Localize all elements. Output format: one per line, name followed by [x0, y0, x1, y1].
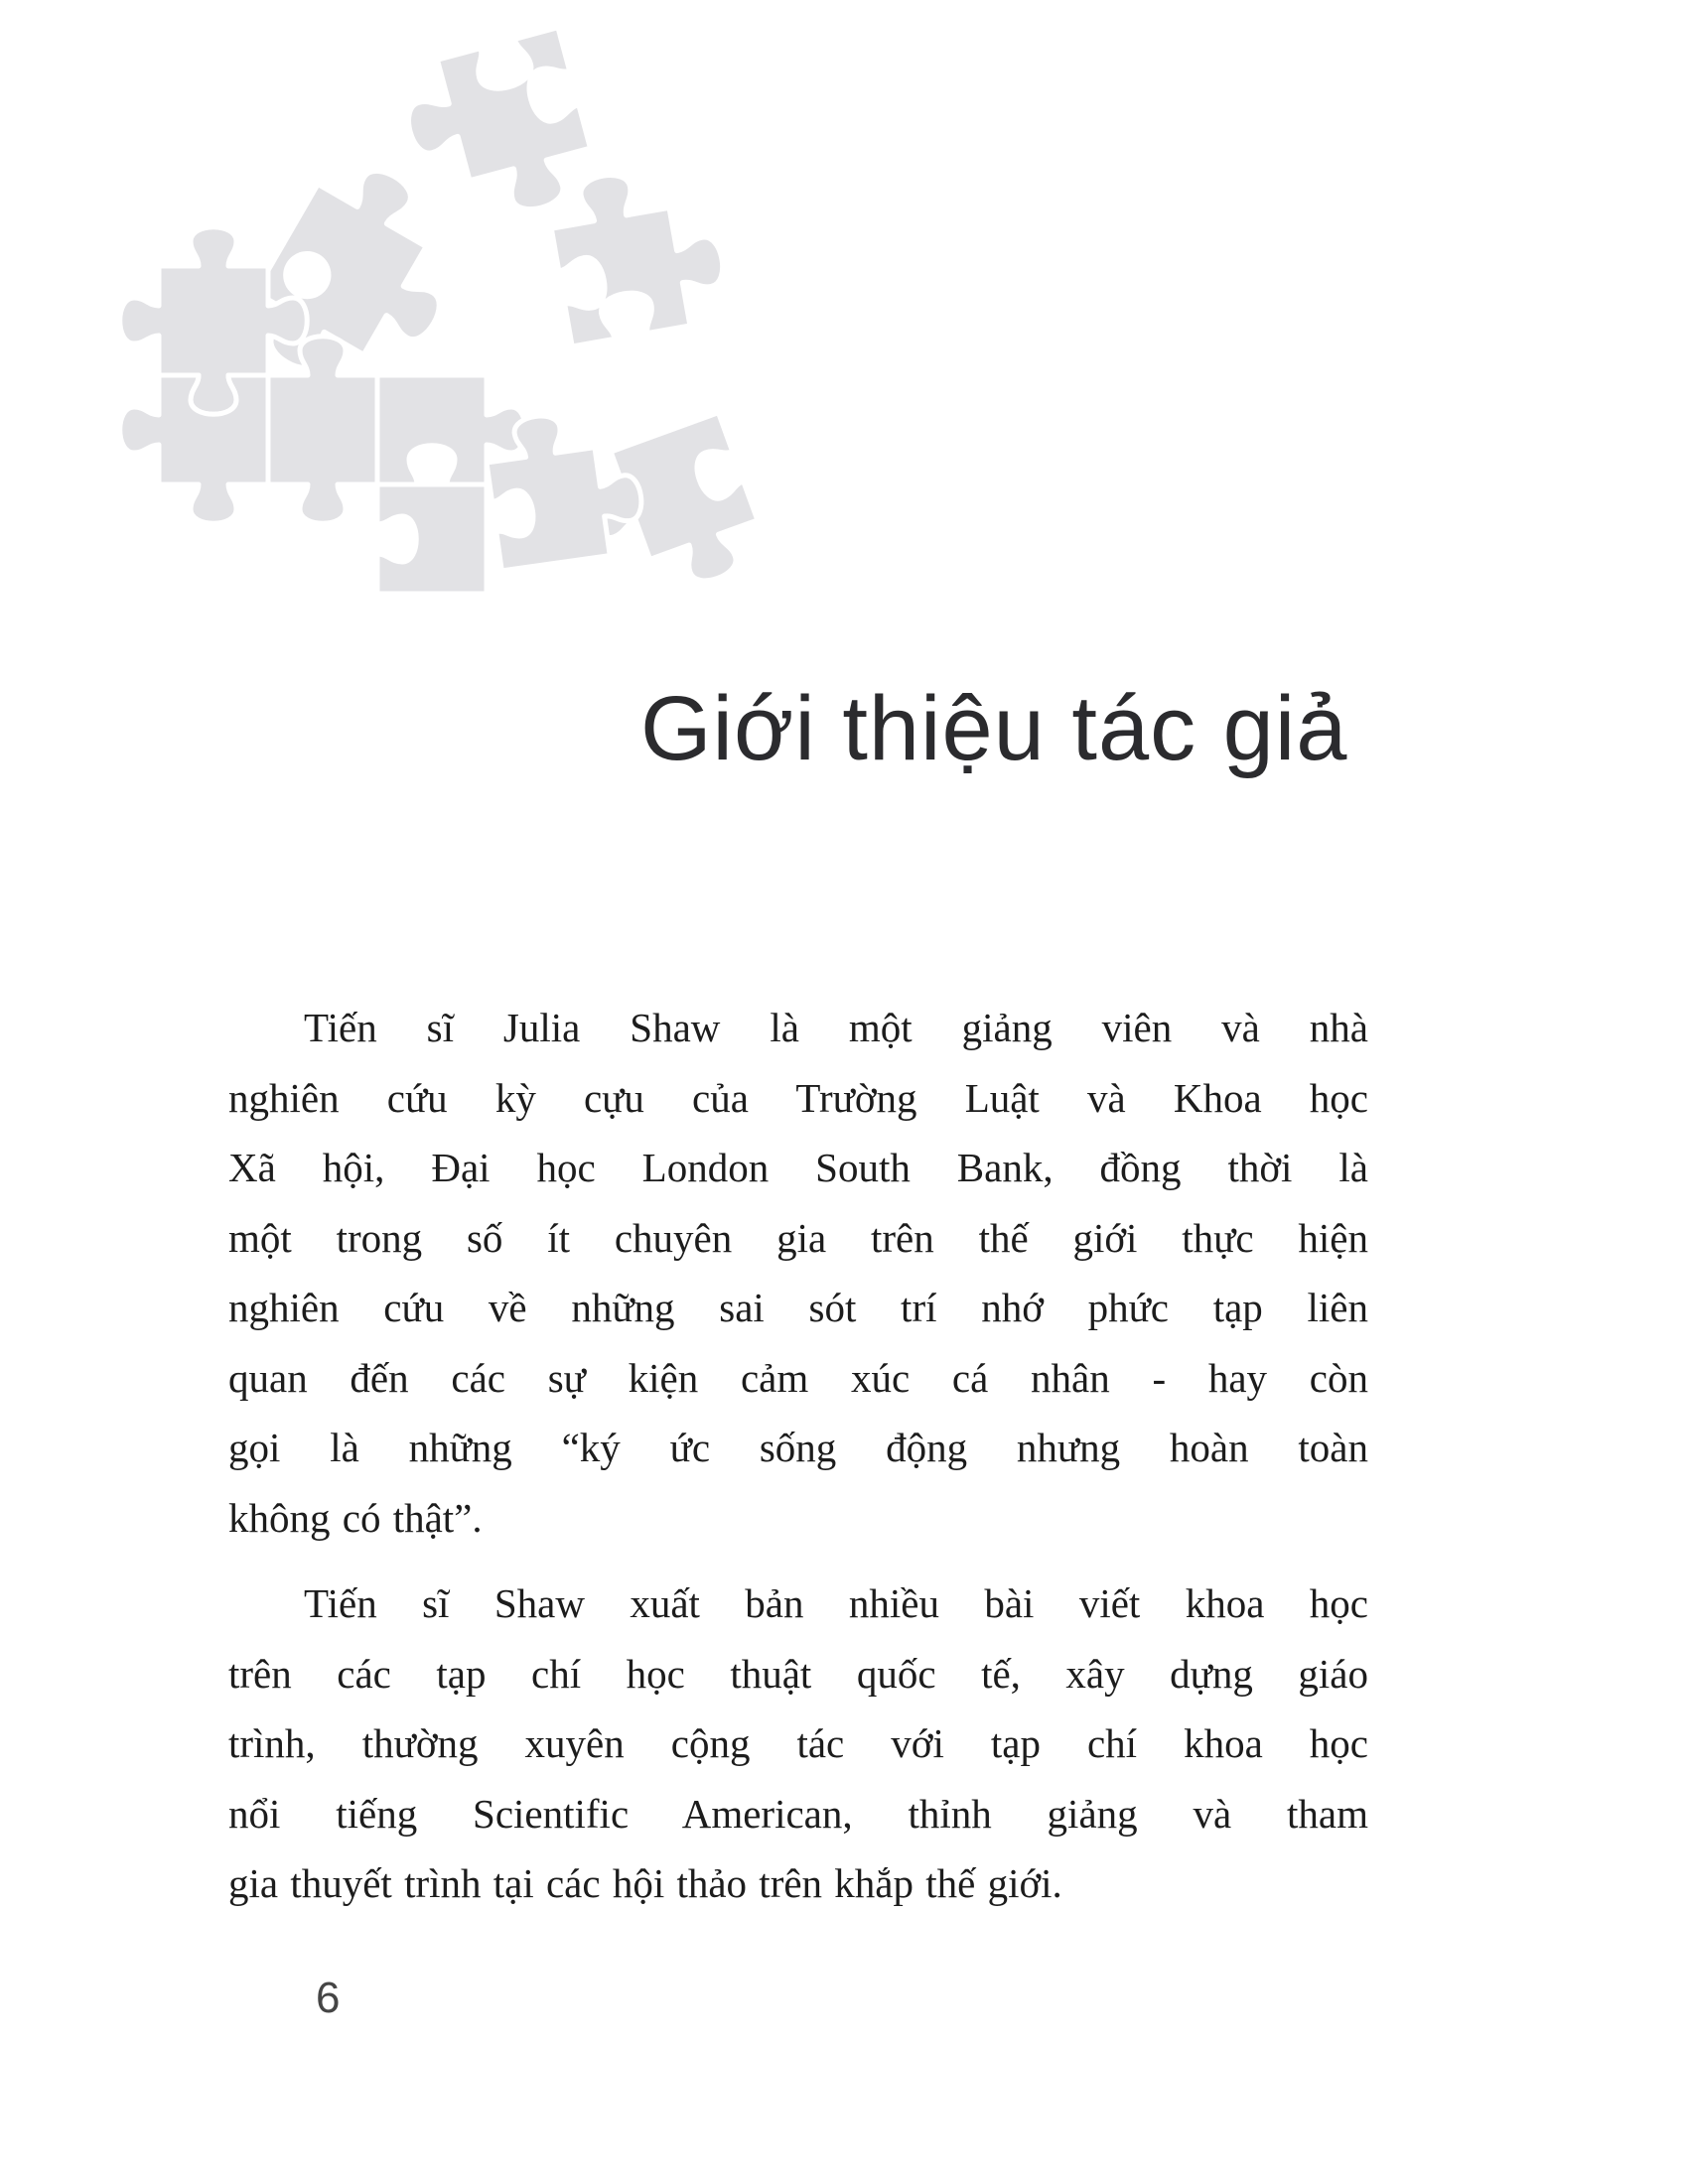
text-line: Xã hội, Đại học London South Bank, đồng thời là — [228, 1145, 1368, 1190]
text-line: gia thuyết trình tại các hội thảo trên khắp thế giới. — [228, 1860, 1062, 1906]
text-line: trên các tạp chí học thuật quốc tế, xây dựng giáo — [228, 1650, 1368, 1697]
text-line: Tiến sĩ Shaw xuất bản nhiều bài viết khoa học — [304, 1580, 1368, 1626]
text-line: nổi tiếng Scientific American, thỉnh giảng và tham — [228, 1790, 1368, 1837]
page-number: 6 — [316, 1974, 341, 2022]
text-line: nghiên cứu kỳ cựu của Trường Luật và Khoa học — [228, 1074, 1368, 1121]
text-line: quan đến các sự kiện cảm xúc cá nhân - hay còn — [228, 1354, 1368, 1401]
text-line: một trong số ít chuyên gia trên thế giới thực hiện — [228, 1214, 1368, 1261]
puzzle-piece — [544, 158, 733, 346]
body-text — [228, 993, 1368, 1919]
puzzle-pieces-icon — [70, 15, 824, 650]
text-line: gọi là những “ký ức sống động nhưng hoàn toàn — [228, 1425, 1368, 1470]
paragraph-2 — [228, 1569, 1368, 1919]
puzzle-piece — [377, 484, 487, 594]
text-line: nghiên cứu về những sai sót trí nhớ phức tạp liên — [228, 1285, 1368, 1330]
puzzle-piece — [393, 27, 602, 235]
paragraph-1 — [228, 993, 1368, 1553]
text-line: Tiến sĩ Julia Shaw là một giảng viên và nhà — [304, 1005, 1368, 1050]
text-line: không có thật”. — [228, 1494, 483, 1541]
page-title: Giới thiệu tác giả — [640, 677, 1348, 779]
text-line: trình, thường xuyên cộng tác với tạp chí khoa học — [228, 1720, 1368, 1766]
